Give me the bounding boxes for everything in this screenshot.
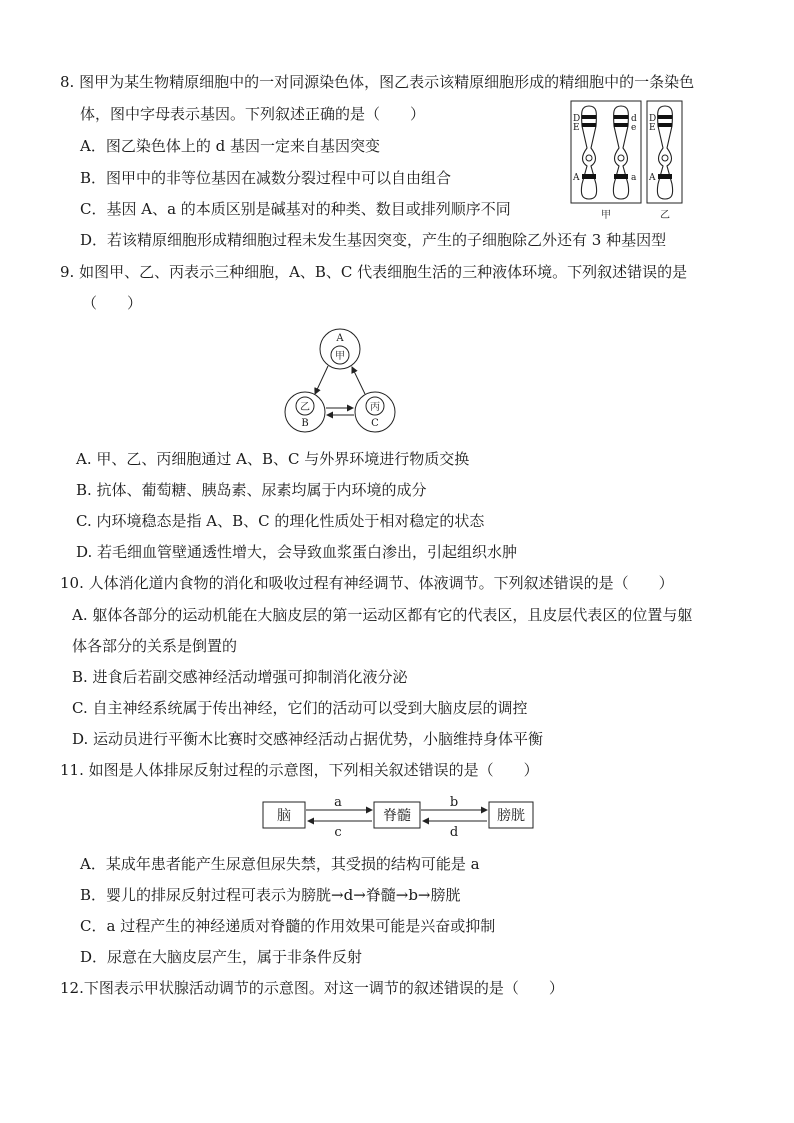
- jia-chromosome-1: [581, 106, 596, 199]
- label-yi: 乙: [300, 402, 310, 413]
- q9-option-d: D. 若毛细血管壁通透性增大，会导致血浆蛋白渗出，引起组织水肿: [76, 543, 518, 561]
- label-a: a: [334, 795, 342, 810]
- label-a: A: [336, 333, 344, 344]
- q9-option-a: A. 甲、乙、丙细胞通过 A、B、C 与外界环境进行物质交换: [76, 450, 470, 468]
- cell-c: [355, 392, 395, 432]
- yi-caption: 乙: [660, 210, 670, 221]
- q8-chromosome-figure: [566, 100, 702, 224]
- q8-option-b: B．图甲中的非等位基因在减数分裂过程中可以自由组合: [80, 169, 452, 187]
- q10-option-b: B. 进食后若副交感神经活动增强可抑制消化液分泌: [72, 668, 408, 686]
- label-bing: 丙: [370, 402, 380, 413]
- cell-a: [320, 329, 360, 369]
- gene-label: A: [573, 173, 580, 183]
- q11-reflex-diagram: [262, 794, 534, 838]
- gene-label: D: [649, 114, 657, 124]
- brain-label: 脑: [277, 808, 291, 824]
- gene-label: E: [649, 123, 656, 133]
- q12-stem: 12.下图表示甲状腺活动调节的示意图。对这一调节的叙述错误的是（ ）: [60, 979, 564, 997]
- jia-chromosome-2: [613, 106, 628, 199]
- q9-stem-line1: 9. 如图甲、乙、丙表示三种细胞，A、B、C 代表细胞生活的三种液体环境。下列叙述错误的是: [60, 263, 688, 281]
- label-b: b: [449, 795, 459, 810]
- q11-option-a: A．某成年患者能产生尿意但尿失禁，其受损的结构可能是 a: [80, 855, 480, 873]
- q10-option-a-cont: 体各部分的关系是倒置的: [72, 637, 238, 655]
- gene-label: d: [631, 114, 637, 124]
- label-jia: 甲: [335, 351, 345, 362]
- q8-option-a: A．图乙染色体上的 d 基因一定来自基因突变: [80, 137, 380, 155]
- q10-option-d: D. 运动员进行平衡木比赛时交感神经活动占据优势，小脑维持身体平衡: [72, 730, 544, 748]
- yi-chromosome: [657, 106, 672, 199]
- arrow-c-to-a: [352, 367, 365, 394]
- q9-stem-line2: （ ）: [82, 294, 143, 312]
- cell-b: [285, 392, 325, 432]
- label-c: C: [371, 418, 379, 429]
- q11-option-d: D．尿意在大脑皮层产生，属于非条件反射: [80, 948, 363, 966]
- gene-label: e: [631, 123, 637, 133]
- spinal-cord-label: 脊髓: [383, 808, 411, 824]
- q9-option-b: B. 抗体、葡萄糖、胰岛素、尿素均属于内环境的成分: [76, 481, 427, 499]
- q11-option-b: B．婴儿的排尿反射过程可表示为膀胱→d→脊髓→b→膀胱: [80, 886, 461, 904]
- q10-stem: 10. 人体消化道内食物的消化和吸收过程有神经调节、体液调节。下列叙述错误的是（ ）: [60, 574, 674, 592]
- q9-cell-diagram: [280, 322, 420, 438]
- bladder-label: 膀胱: [497, 808, 525, 824]
- label-b: B: [301, 418, 309, 429]
- q10-option-c: C. 自主神经系统属于传出神经，它们的活动可以受到大脑皮层的调控: [72, 699, 528, 717]
- q8-stem-line1: 8. 图甲为某生物精原细胞中的一对同源染色体，图乙表示该精原细胞形成的精细胞中的一条染色: [60, 73, 695, 91]
- q11-stem: 11. 如图是人体排尿反射过程的示意图，下列相关叙述错误的是（ ）: [60, 761, 539, 779]
- q8-stem-line2: 体，图中字母表示基因。下列叙述正确的是（ ）: [80, 105, 426, 123]
- q8-option-c: C．基因 A、a 的本质区别是碱基对的种类、数目或排列顺序不同: [80, 200, 511, 218]
- label-d: d: [449, 825, 459, 838]
- q8-option-d: D．若该精原细胞形成精细胞过程未发生基因突变，产生的子细胞除乙外还有 3 种基因型: [80, 231, 667, 249]
- q10-option-a: A. 躯体各部分的运动机能在大脑皮层的第一运动区都有它的代表区，且皮层代表区的位置与躯: [72, 606, 693, 624]
- q11-option-c: C．a 过程产生的神经递质对脊髓的作用效果可能是兴奋或抑制: [80, 917, 496, 935]
- arrow-a-to-b: [315, 366, 328, 394]
- gene-label: a: [631, 173, 637, 183]
- gene-label: E: [573, 123, 580, 133]
- gene-label: A: [649, 173, 656, 183]
- gene-label: D: [573, 114, 581, 124]
- jia-caption: 甲: [601, 210, 611, 221]
- label-c: c: [334, 825, 342, 838]
- q9-option-c: C. 内环境稳态是指 A、B、C 的理化性质处于相对稳定的状态: [76, 512, 485, 530]
